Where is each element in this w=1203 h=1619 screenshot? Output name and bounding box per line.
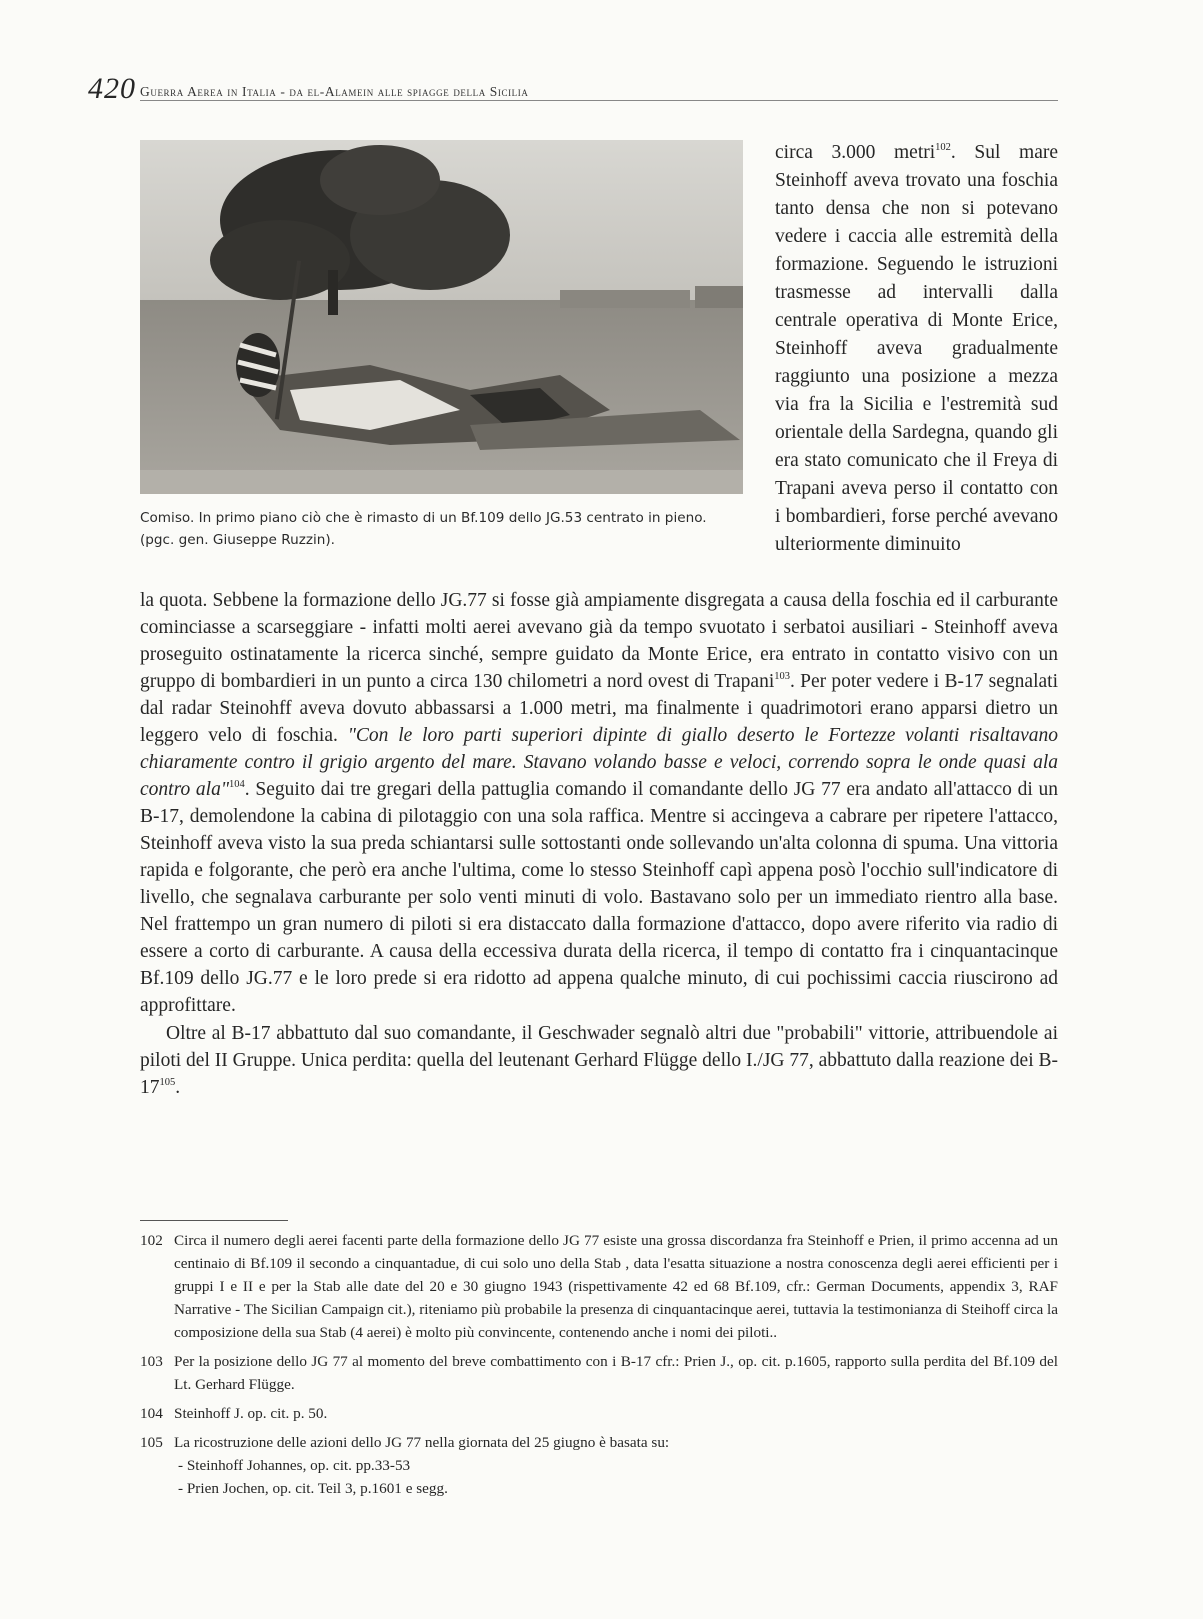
footnote-text: Per la posizione dello JG 77 al momento del breve combattimento con i B-17 cfr.: Prien J., op. cit. p.1605, rapporto sulla perdita del Bf.109 del Lt. Gerhard Flügge. [174, 1353, 1058, 1393]
wreck-photo [140, 140, 743, 494]
footnotes [140, 1229, 1058, 1506]
footnote-body [174, 1431, 1058, 1500]
footnote-number: 104 [140, 1405, 163, 1422]
paragraph-1 [140, 587, 1058, 1019]
footnote-ref-102[interactable]: 102 [935, 142, 951, 153]
footnote-number: 103 [140, 1353, 163, 1370]
paragraph-2-text: Oltre al B-17 abbattuto dal suo comandante, il Geschwader segnalò altri due "probabili" vittorie, attribuendole ai piloti del II Gruppe. Unica perdita: quella del leutenant Gerhard Flügge dello I./JG 77, abbattuto dalla reazione dei B-17 [140, 1023, 1058, 1098]
footnote-105 [140, 1431, 1058, 1500]
footnote-103 [140, 1350, 1058, 1396]
side-text-start: circa 3.000 metri [775, 142, 936, 163]
caption-text: Comiso. In primo piano ciò che è rimasto di un Bf.109 dello JG.53 centrato in pieno. [140, 510, 707, 526]
body-text [140, 587, 1058, 1101]
footnote-source-item: - Steinhoff Johannes, op. cit. pp.33-53 [178, 1457, 411, 1474]
paragraph-1-part-a: la quota. Sebbene la formazione dello JG.77 si fosse già ampiamente disgregata a causa della foschia ed il carburante cominciasse a scarseggiare - infatti molti aerei avevano già da tempo svuotato i serbatoi ausiliari - Steinhoff aveva proseguito ostinatamente la ricerca sinché, sempre guidato da Monte Erice, era entrato in contatto visivo con un gruppo di bombardieri in un punto a circa 130 chilometri a nord ovest di Trapani [140, 590, 1058, 692]
footnote-text: Circa il numero degli aerei facenti parte della formazione dello JG 77 esiste una grossa discordanza fra Steinhoff e Prien, il primo accenna ad un centinaio di Bf.109 il secondo a cinquantadue, di cui solo uno della Stab , data l'esatta situazione a nostra conoscenza degli aerei efficienti per i gruppi I e II e per la Stab alle date del 20 e 30 giugno 1943 (rispettivamente 42 ed 68 Bf.109, cfr.: German Documents, appendix 3, RAF Narrative - The Sicilian Campaign cit.), riteniamo più probabile la presenza di cinquantacinque aerei, tuttavia la testimonianza di Steihoff circa la composizione della sua Stab (4 aerei) è molto più convincente, contenendo anche i nomi dei piloti.. [174, 1232, 1058, 1341]
footnote-rule [140, 1220, 288, 1221]
footnote-104 [140, 1402, 1058, 1425]
footnote-ref-104[interactable]: 104 [229, 779, 245, 790]
footnote-ref-105[interactable]: 105 [159, 1077, 176, 1088]
footnote-source-item: - Prien Jochen, op. cit. Teil 3, p.1601 e segg. [178, 1480, 448, 1497]
paragraph-2 [140, 1020, 1058, 1101]
photo-caption [140, 507, 755, 551]
paragraph-1-part-b: . Per poter vedere i B-17 segnalati dal radar Steinohff aveva dovuto abbassarsi a 1.000 metri, ma finalmente i quadrimotori erano apparsi dietro un leggero velo di foschia. [140, 671, 1058, 746]
running-title: Guerra Aerea in Italia - da el-Alamein alle spiagge della Sicilia [140, 84, 529, 99]
paragraph-1-part-c: . Seguito dai tre gregari della pattuglia comando il comandante dello JG 77 era andato all'attacco di un B-17, demolendone la cabina di pilotaggio con una sola raffica. Mentre si accingeva a cabrare per ripetere l'attacco, Steinhoff aveva visto la sua preda schiantarsi sulle sottostanti onde sollevando un'alta colonna di spuma. Una vittoria rapida e folgorante, che però era anche l'ultima, come lo stesso Steinhoff capì appena posò l'occhio sull'indicatore di livello, che segnalava carburante per solo venti minuti di volo. Bastavano solo per un immediato rientro alla base. Nel frattempo un gran numero di piloti si era distaccato dalla formazione d'attacco, dopo avere riferito via radio di essere a corto di carburante. A causa della eccessiva durata della ricerca, il tempo di contatto fra i cinquantacinque Bf.109 dello JG.77 e le loro prede si era ridotto ad appena qualche minuto, di cui pochissimi caccia riuscirono ad approfittare. [140, 779, 1059, 1016]
paragraph-2-end: . [175, 1077, 181, 1098]
footnote-text: Steinhoff J. op. cit. p. 50. [174, 1405, 328, 1422]
running-header [88, 68, 1058, 105]
footnote-102 [140, 1229, 1058, 1344]
side-text-rest: . Sul mare Steinhoff aveva trovato una foschia tanto densa che non si potevano vedere i caccia alle estremità della formazione. Seguendo le istruzioni trasmesse ad intervalli dalla centrale operativa di Monte Erice, Steinhoff aveva gradualmente raggiunto una posizione a mezza via fra la Sicilia e l'estremità sud orientale della Sardegna, quando gli era stato comunicato che il Freya di Trapani aveva perso il contatto con i bombardieri, forse perché avevano ulteriormente diminuito [775, 142, 1059, 555]
caption-credit: (pgc. gen. Giuseppe Ruzzin). [140, 532, 335, 548]
footnote-number: 102 [140, 1232, 163, 1249]
footnote-text: La ricostruzione delle azioni dello JG 77 nella giornata del 25 giugno è basata su: [174, 1434, 670, 1451]
side-text-column [775, 139, 1058, 559]
footnote-ref-103[interactable]: 103 [774, 671, 790, 682]
header-rule [140, 100, 1058, 101]
page-number: 420 [88, 72, 136, 105]
footnote-number: 105 [140, 1434, 163, 1451]
steinhoff-quote: "Con le loro parti superiori dipinte di giallo deserto le Fortezze volanti risaltavano chiaramente contro il grigio argento del mare. Stavano volando basse e veloci, correndo sopra le onde quasi ala contro ala" [140, 725, 1058, 800]
